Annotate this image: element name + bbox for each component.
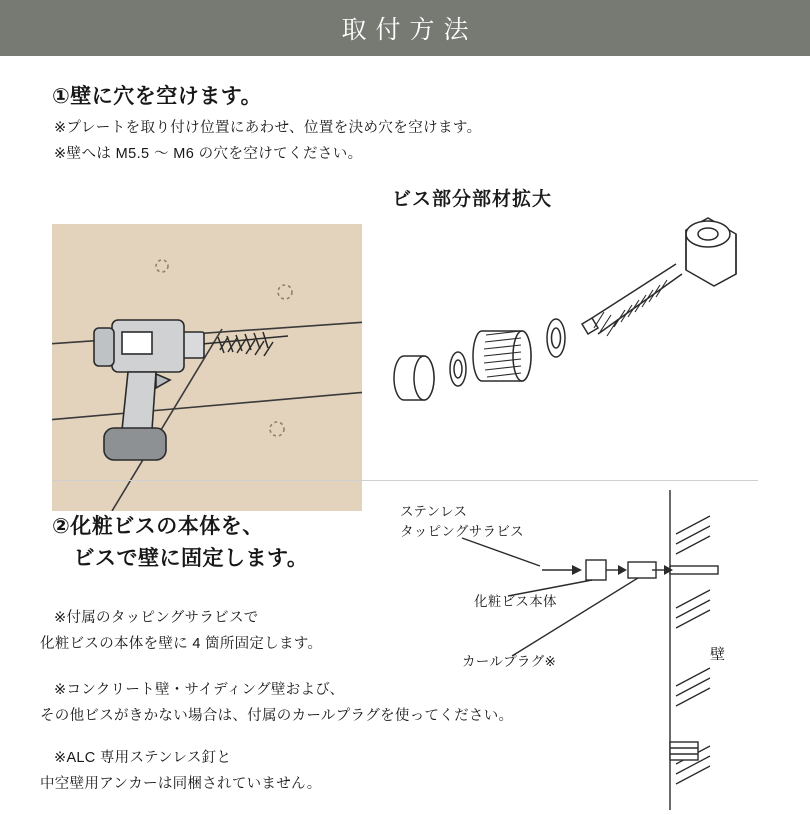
step-2-title-line-2: ビスで壁に固定します。 (52, 547, 309, 570)
screw-parts-exploded-view (386, 186, 756, 436)
drill-into-wall-illustration (52, 224, 362, 511)
page-header (0, 0, 810, 56)
label-curl-plug: カールプラグ※ (462, 654, 557, 669)
page-title: 取付方法 (341, 16, 478, 44)
step-2-warning-line-2: その他ビスがきかない場合は、付属のカールプラグを使ってください。 (40, 708, 514, 724)
step-2-body2-line-2: 中空壁用アンカーは同梱されていません。 (40, 776, 322, 792)
step-2-warning-line-1: ※コンクリート壁・サイディング壁および、 (54, 682, 345, 698)
label-stainless-line-2: タッピングサラビス (400, 524, 524, 539)
step-1-note-2: ※壁へは M5.5 ～ M6 の穴を空けてください。 (54, 146, 363, 162)
step-2-body-line-1: ※付属のタッピングサラビスで (54, 610, 259, 626)
label-stainless-line-1: ステンレス (400, 504, 468, 519)
step-1-note-1: ※プレートを取り付け位置にあわせ、位置を決め穴を空けます。 (54, 120, 482, 136)
step-2-section (0, 480, 810, 810)
step-2-body2-line-1: ※ALC 専用ステンレス釘と (54, 750, 232, 766)
step-1-title: ①壁に穴を空けます。 (52, 85, 263, 108)
step-2-body-line-2: 化粧ビスの本体を壁に 4 箇所固定します。 (40, 636, 323, 652)
label-body-part: 化粧ビス本体 (474, 594, 557, 609)
step-1-section (0, 56, 810, 476)
label-wall: 壁 (708, 646, 725, 662)
step-2-title-line-1: ②化粧ビスの本体を、 (52, 515, 264, 538)
exploded-view-heading: ビス部分部材拡大 (392, 189, 553, 210)
